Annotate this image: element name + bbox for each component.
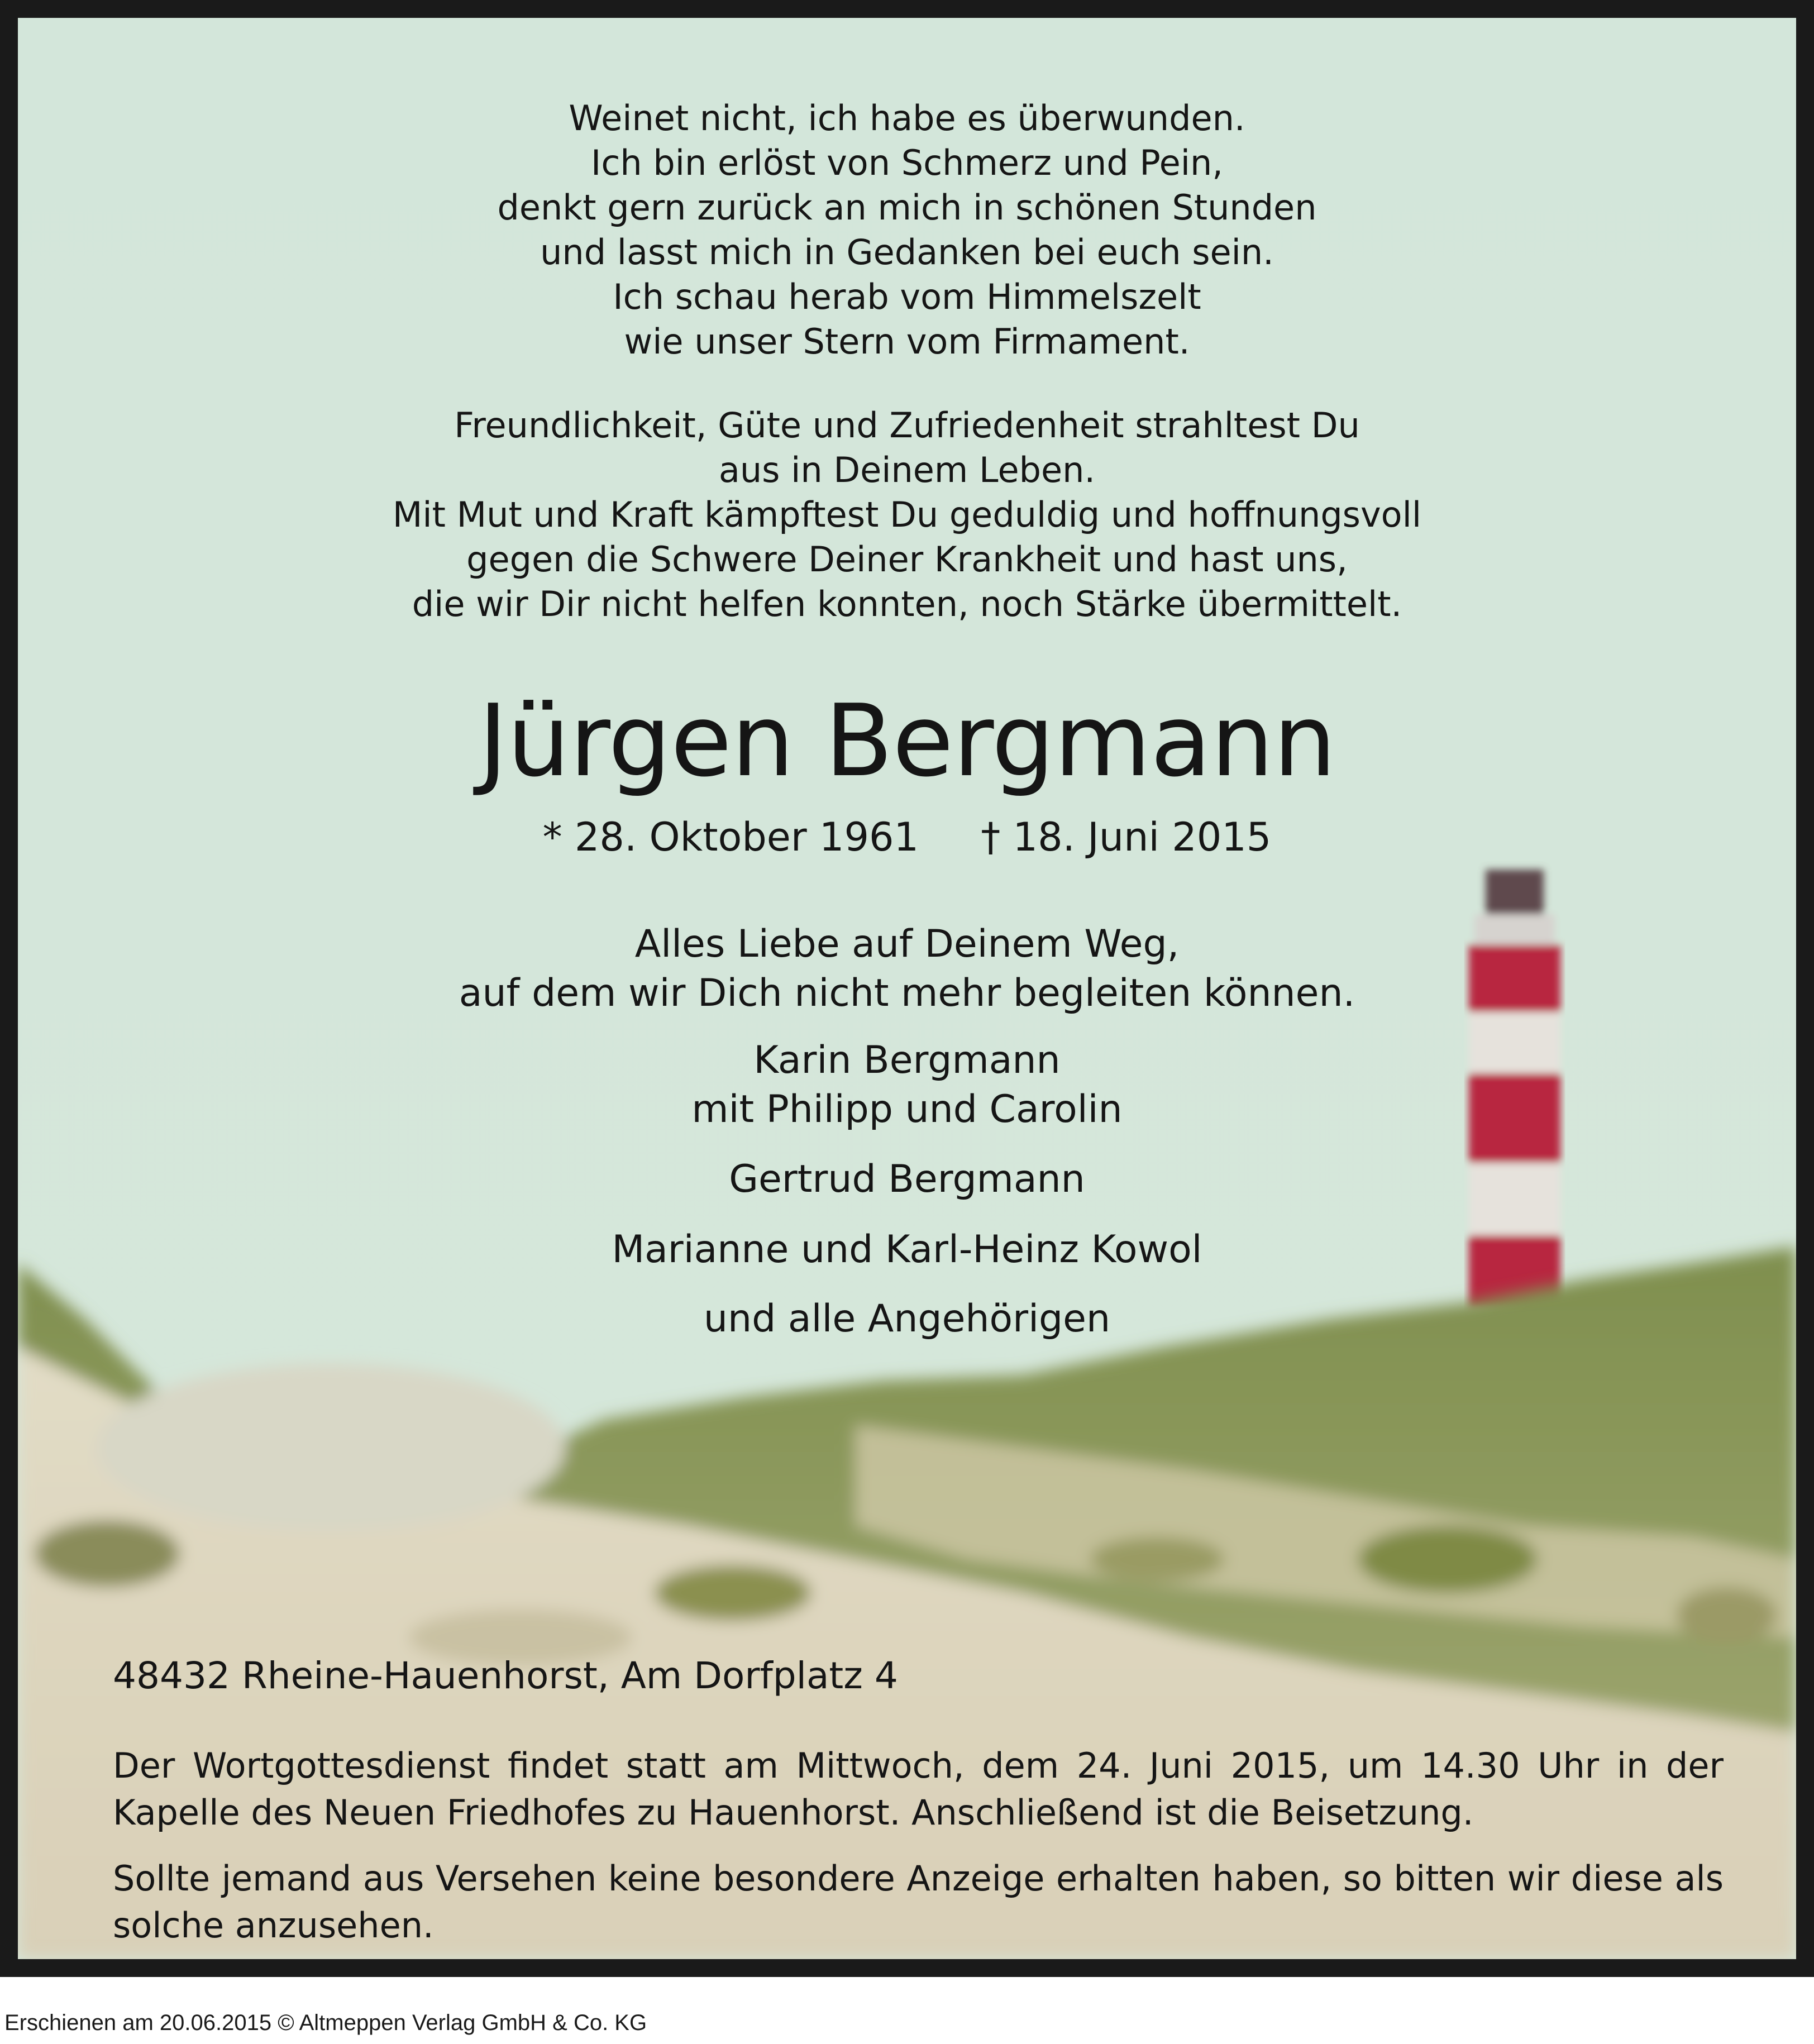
mourner-line: Marianne und Karl-Heinz Kowol (612, 1228, 1202, 1272)
mourner-line: Gertrud Bergmann (729, 1157, 1085, 1201)
poem-line: Mit Mut und Kraft kämpftest Du geduldig und hoffnungsvoll (392, 494, 1422, 535)
poem-line: Ich bin erlöst von Schmerz und Pein, (591, 142, 1223, 183)
service-info: Der Wortgottesdienst findet statt am Mittwoch, dem 24. Juni 2015, um 14.30 Uhr in der Kapelle des Neuen Friedhofes zu Hauenhorst. Anschließend ist die Beisetzung. (113, 1745, 1724, 1833)
farewell-line: auf dem wir Dich nicht mehr begleiten können. (459, 971, 1355, 1015)
mourner-group (18, 1036, 1796, 1134)
address: 48432 Rheine-Hauenhorst, Am Dorfplatz 4 (113, 1654, 898, 1697)
notice-note: Sollte jemand aus Versehen keine besondere Anzeige erhalten haben, so bitten wir diese als solche anzusehen. (113, 1858, 1724, 1946)
farewell-message (18, 920, 1796, 1018)
poem-line: Weinet nicht, ich habe es überwunden. (569, 98, 1245, 139)
life-dates: * 28. Oktober 1961 † 18. Juni 2015 (542, 814, 1272, 860)
poem-line: die wir Dir nicht helfen konnten, noch Stärke übermittelt. (412, 584, 1402, 624)
mourner-line: und alle Angehörigen (703, 1297, 1111, 1341)
mourner-line: mit Philipp und Carolin (691, 1087, 1123, 1131)
deceased-name: Jürgen Bergmann (478, 683, 1336, 799)
mourner-line: Karin Bergmann (753, 1038, 1061, 1082)
poem-line: und lasst mich in Gedanken bei euch sein. (540, 232, 1274, 273)
poem-line: gegen die Schwere Deiner Krankheit und hast uns, (466, 539, 1348, 580)
poem-line: aus in Deinem Leben. (718, 450, 1096, 490)
poem-stanza-1 (18, 96, 1796, 364)
poem-line: Freundlichkeit, Güte und Zufriedenheit strahltest Du (454, 405, 1360, 446)
poem-line: denkt gern zurück an mich in schönen Stunden (497, 187, 1317, 228)
poem-line: Ich schau herab vom Himmelszelt (613, 276, 1201, 317)
poem-line: wie unser Stern vom Firmament. (624, 321, 1190, 362)
poem-stanza-2 (18, 403, 1796, 627)
farewell-line: Alles Liebe auf Deinem Weg, (634, 922, 1180, 966)
publication-footer: Erschienen am 20.06.2015 © Altmeppen Verlag GmbH & Co. KG (4, 2010, 647, 2035)
